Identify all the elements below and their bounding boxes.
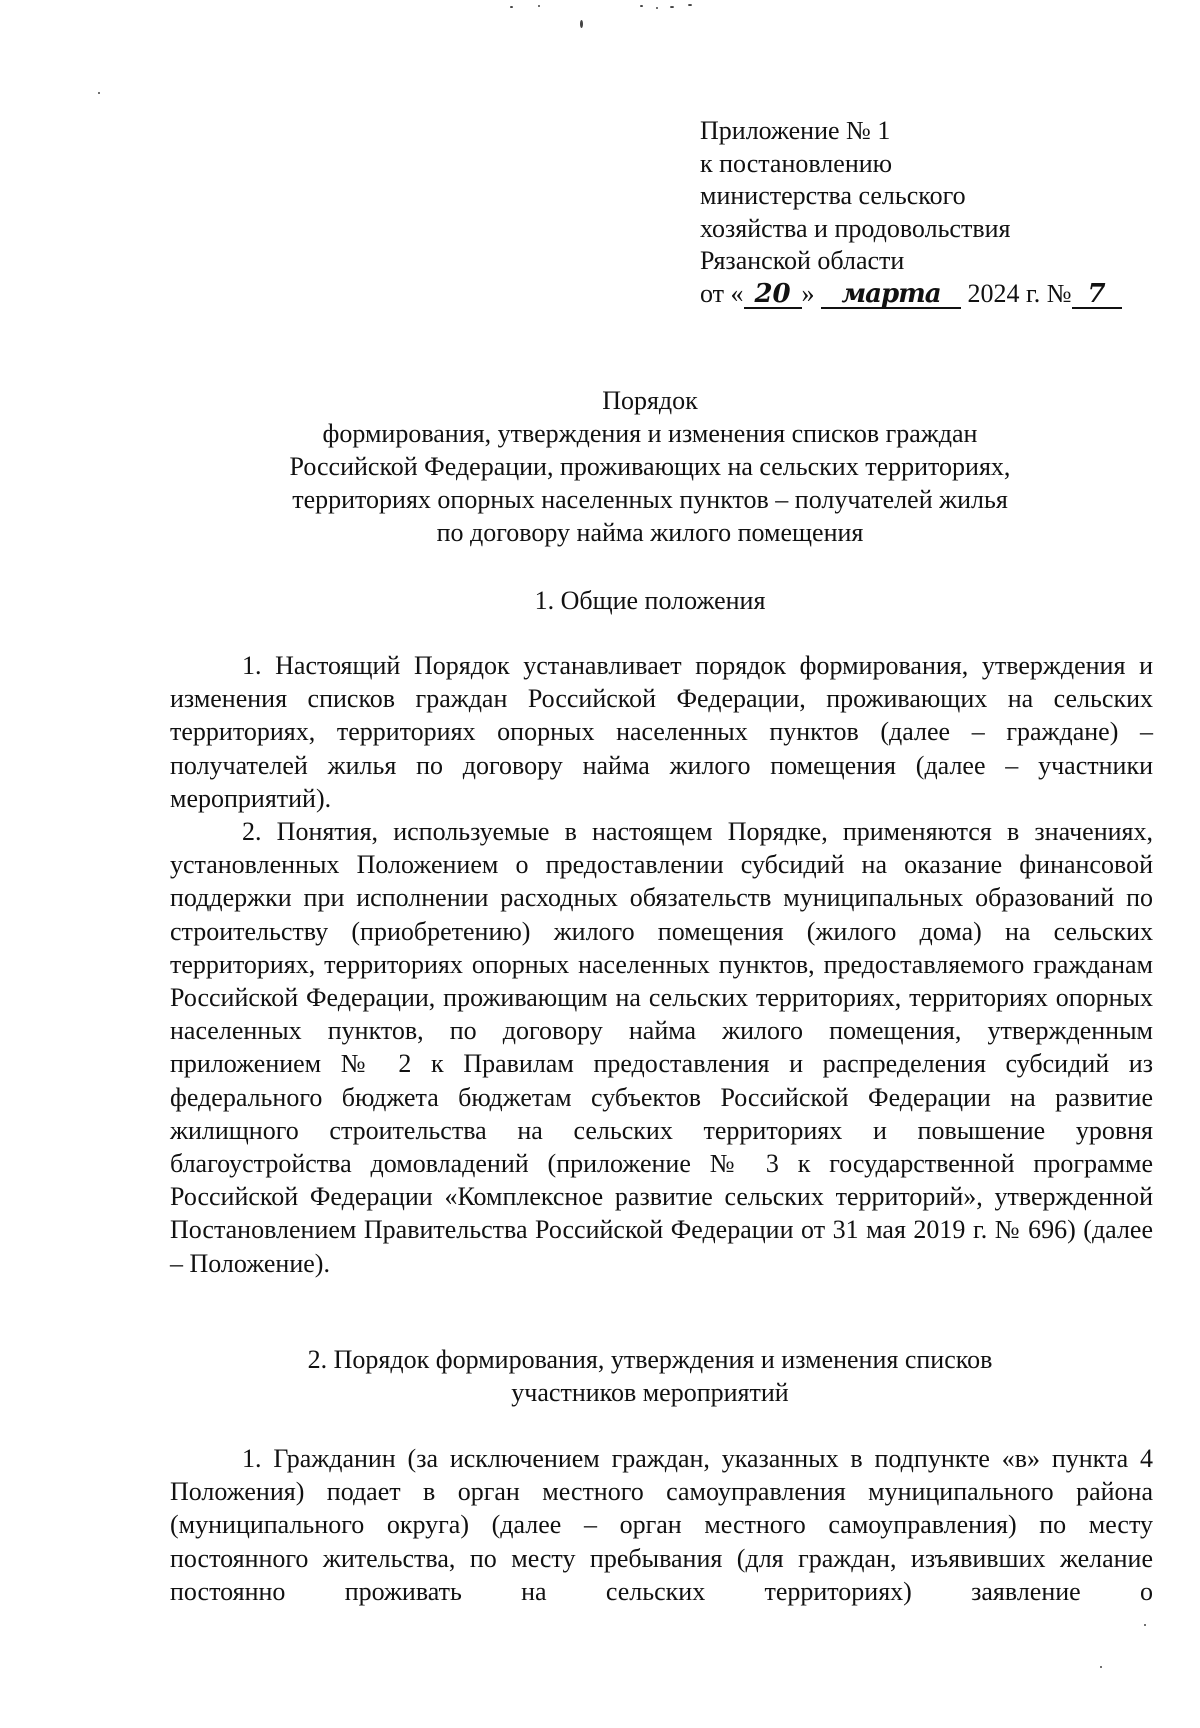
annex-number: Приложение № 1 xyxy=(700,116,891,145)
scan-speck xyxy=(1100,1666,1102,1668)
annex-ministry-cont: хозяйства и продовольствия xyxy=(700,213,1011,243)
title-line: Российской Федерации, проживающих на сельских территориях, xyxy=(289,452,1011,481)
section-2-body xyxy=(170,1442,1153,1608)
annex-date-line xyxy=(700,278,1160,311)
handwritten-month: марта xyxy=(821,281,961,309)
scan-speck xyxy=(538,5,540,7)
document-title xyxy=(170,384,1130,549)
scan-speck xyxy=(656,7,658,9)
section-heading-text: 2. Порядок формирования, утверждения и изменения списков xyxy=(307,1345,993,1374)
annex-header xyxy=(700,115,1160,310)
section-1-body xyxy=(170,649,1153,1280)
scan-speck xyxy=(640,5,643,7)
title-line: формирования, утверждения и изменения списков граждан xyxy=(322,419,978,448)
title-line: по договору найма жилого помещения xyxy=(436,518,864,547)
paragraph: 2. Понятия, используемые в настоящем Порядке, применяются в значениях, установленных Положением о предоставлении субсидий на оказание финансовой поддержки при исполнении расходных обязательств муниципальных образований по строительству (приобретению) жилого помещения (жилого дома) на сельских территориях, территориях опорных населенных пунктов, предоставляемого гражданам Российской Федерации, проживающим на сельских территориях, территориях опорных населенных пунктов, по договору найма жилого помещения, утвержденным приложением № 2 к Правилам предоставления и распределения субсидий из федерального бюджета бюджетам субъектов Российской Федерации на развитие жилищного строительства на сельских территориях и повышение уровня благоустройства домовладений (приложение № 3 к государственной программе Российской Федерации «Комплексное развитие сельских территорий», утвержденной Постановлением Правительства Российской Федерации от 31 мая 2019 г. № 696) (далее – Положение). xyxy=(170,817,1153,1278)
handwritten-number: 7 xyxy=(1072,281,1122,309)
paragraph: 1. Настоящий Порядок устанавливает порядок формирования, утверждения и изменения списков граждан Российской Федерации, проживающих на сельских территориях, территориях опорных населенных пунктов (далее – граждане) – получателей жилья по договору найма жилого помещения (далее – участники мероприятий). xyxy=(170,651,1153,813)
scan-speck xyxy=(98,92,100,94)
section-1-heading xyxy=(170,584,1130,617)
section-heading-text: участников мероприятий xyxy=(511,1378,789,1407)
annex-region: Рязанской области xyxy=(700,246,905,275)
date-year: 2024 г. № xyxy=(967,278,1072,308)
handwritten-day: 20 xyxy=(744,281,802,309)
section-heading-text: 1. Общие положения xyxy=(534,586,766,615)
scan-speck xyxy=(1144,1624,1146,1626)
annex-ministry: министерства сельского xyxy=(700,181,966,210)
date-prefix: от « xyxy=(700,278,744,308)
scan-speck xyxy=(670,6,674,8)
scan-speck xyxy=(688,4,692,6)
paragraph: 1. Гражданин (за исключением граждан, указанных в подпункте «в» пункта 4 Положения) подает в орган местного самоуправления муниципального района (муниципального округа) (далее – орган местного самоуправления) по месту постоянного жительства, по месту пребывания (для граждан, изъявивших желание постоянно проживать на сельских территориях) заявление о xyxy=(170,1444,1153,1606)
date-mid: » xyxy=(801,278,815,308)
section-2-heading xyxy=(170,1343,1130,1409)
title-line: территориях опорных населенных пунктов – получателей жилья xyxy=(292,485,1008,514)
scan-speck xyxy=(510,6,513,8)
title-line: Порядок xyxy=(602,386,698,415)
annex-reference: к постановлению xyxy=(700,148,893,178)
scan-speck xyxy=(580,20,583,28)
